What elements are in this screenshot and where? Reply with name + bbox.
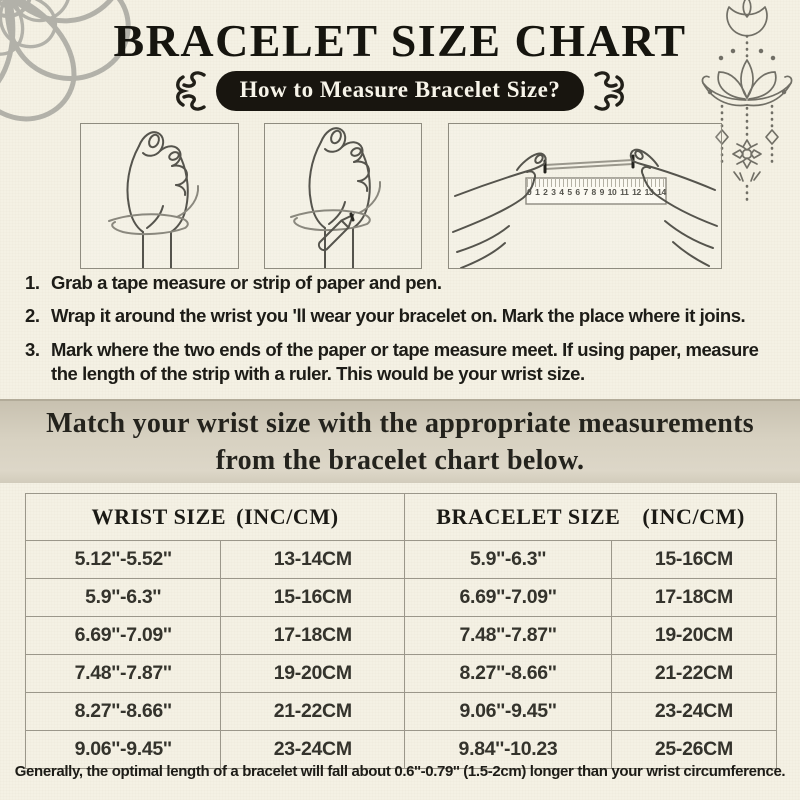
- wrist-size-unit: (INC/CM): [236, 504, 339, 529]
- table-cell: 17-18CM: [611, 579, 776, 617]
- ruler-number: 8: [591, 187, 596, 197]
- table-cell: 7.48''-7.87'': [405, 617, 612, 655]
- table-cell: 23-24CM: [611, 693, 776, 731]
- table-header-row: [26, 494, 777, 541]
- table-cell: 15-16CM: [221, 579, 405, 617]
- bracelet-size-label: BRACELET SIZE: [436, 504, 621, 529]
- size-table: [25, 493, 777, 769]
- ruler-number: 7: [583, 187, 588, 197]
- steps-list: [25, 271, 785, 396]
- step-number: 1.: [25, 272, 40, 293]
- table-cell: 9.06''-9.45'': [405, 693, 612, 731]
- table-row: [26, 541, 777, 579]
- ruler-number: 14: [657, 187, 666, 197]
- table-cell: 23-24CM: [221, 731, 405, 769]
- illustration-wrap-wrist: [80, 123, 239, 269]
- ruler-number: 5: [567, 187, 572, 197]
- ruler-number: 4: [559, 187, 564, 197]
- ruler-number: 13: [644, 187, 654, 197]
- table-cell: 19-20CM: [611, 617, 776, 655]
- step-text: Mark where the two ends of the paper or tape measure meet. If using paper, measure the length of the strip with a ruler. This would be your wrist size.: [51, 338, 759, 385]
- hand-with-tape-drawing: [81, 124, 238, 268]
- hand-with-pen-drawing: [265, 124, 421, 268]
- step-text: Wrap it around the wrist you 'll wear your bracelet on. Mark the place where it joins.: [51, 305, 746, 327]
- footnote: Generally, the optimal length of a bracelet will fall about 0.6''-0.79'' (1.5-2cm) longer than your wrist circumference.: [14, 763, 786, 780]
- step-number: 2.: [25, 305, 40, 327]
- table-cell: 21-22CM: [221, 693, 405, 731]
- step-item: [25, 304, 785, 328]
- table-cell: 6.69''-7.09'': [26, 617, 221, 655]
- step-text: Grab a tape measure or strip of paper and pen.: [51, 272, 442, 293]
- table-cell: 17-18CM: [221, 617, 405, 655]
- squiggle-left-icon: [173, 68, 207, 114]
- step-item: [25, 271, 785, 295]
- table-cell: 8.27''-8.66'': [405, 655, 612, 693]
- squiggle-right-icon: [593, 68, 627, 114]
- ruler-number: 6: [575, 187, 580, 197]
- ruler-numbers: [527, 187, 666, 197]
- table-cell: 9.84''-10.23: [405, 731, 612, 769]
- ruler-number: 10: [607, 187, 617, 197]
- badge-pill: How to Measure Bracelet Size?: [216, 71, 585, 111]
- table-cell: 25-26CM: [611, 731, 776, 769]
- table-cell: 7.48''-7.87'': [26, 655, 221, 693]
- table-cell: 21-22CM: [611, 655, 776, 693]
- illustration-measure-ruler: [448, 123, 722, 269]
- ruler-number: 3: [551, 187, 556, 197]
- table-cell: 15-16CM: [611, 541, 776, 579]
- table-cell: 6.69''-7.09'': [405, 579, 612, 617]
- banner-line-2: from the bracelet chart below.: [215, 445, 585, 476]
- banner-line-1: Match your wrist size with the appropriate measurements: [46, 408, 754, 439]
- table-row: [26, 693, 777, 731]
- ruler-number: 11: [620, 187, 629, 197]
- illustration-mark-wrist: [264, 123, 422, 269]
- ruler-number: 12: [632, 187, 641, 197]
- table-cell: 13-14CM: [221, 541, 405, 579]
- table-cell: 5.9''-6.3'': [26, 579, 221, 617]
- ruler-number: 1: [535, 187, 540, 197]
- table-cell: 19-20CM: [221, 655, 405, 693]
- table-row: [26, 655, 777, 693]
- table-cell: 8.27''-8.66'': [26, 693, 221, 731]
- size-table-body: [26, 541, 777, 769]
- table-cell: 9.06''-9.45'': [26, 731, 221, 769]
- wrist-size-header: [26, 494, 405, 541]
- step-item: [25, 338, 785, 387]
- bracelet-size-header: [405, 494, 777, 541]
- ruler-number: 9: [599, 187, 604, 197]
- ruler-number: 0: [527, 187, 532, 197]
- table-row: [26, 579, 777, 617]
- wrist-size-label: WRIST SIZE: [91, 504, 227, 529]
- match-banner: [0, 399, 800, 483]
- ruler-number: 2: [543, 187, 548, 197]
- table-cell: 5.9''-6.3'': [405, 541, 612, 579]
- table-row: [26, 617, 777, 655]
- bracelet-size-unit: (INC/CM): [642, 504, 745, 529]
- page-title: BRACELET SIZE CHART: [113, 15, 687, 66]
- badge-row: [0, 70, 800, 112]
- step-number: 3.: [25, 338, 40, 360]
- table-cell: 5.12''-5.52'': [26, 541, 221, 579]
